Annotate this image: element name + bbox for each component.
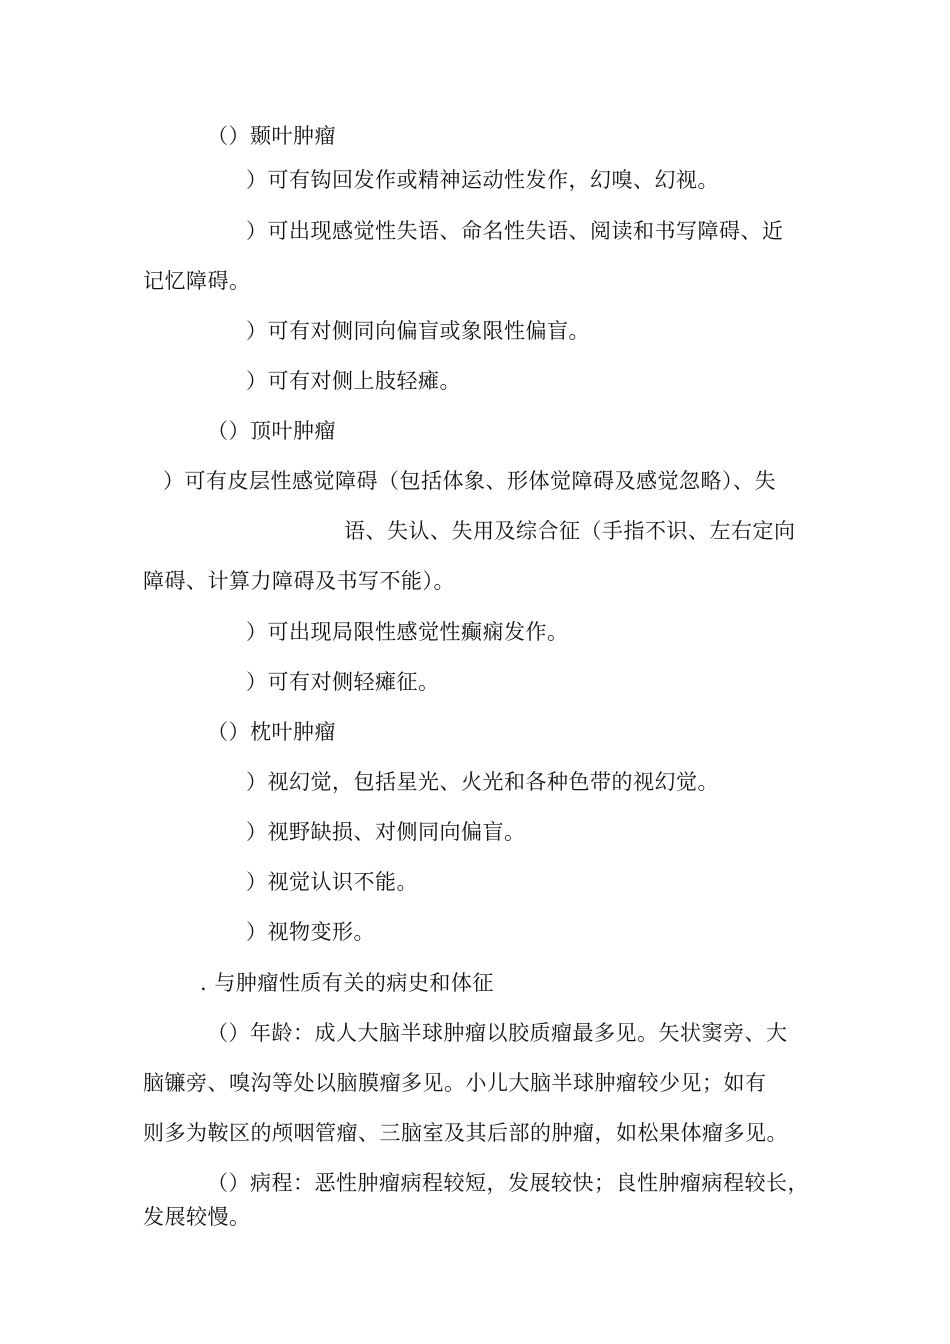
list-item-text: ）可出现感觉性失语、命名性失语、阅读和书写障碍、近: [246, 219, 784, 243]
list-item-text: ）可有对侧同向偏盲或象限性偏盲。: [246, 319, 590, 343]
list-item-text: ）可有皮层性感觉障碍（包括体象、形体觉障碍及感觉忽略）、失: [163, 469, 776, 493]
paragraph-first-line: （）年龄：成人大脑半球肿瘤以胶质瘤最多见。矢状窦旁、大: [207, 1021, 788, 1045]
paragraph-continuation: 记忆障碍。: [143, 269, 251, 293]
list-item-text: ）可出现局限性感觉性癫痫发作。: [246, 620, 569, 644]
list-item-text: ）视觉认识不能。: [246, 870, 418, 894]
list-item-text: ）可有钩回发作或精神运动性发作，幻嗅、幻视。: [246, 168, 719, 192]
section-heading: . 与肿瘤性质有关的病史和体征: [200, 971, 494, 995]
paragraph-continuation: 发展较慢。: [143, 1205, 251, 1229]
paragraph-continuation: 障碍、计算力障碍及书写不能）。: [143, 569, 455, 593]
heading-temporal-lobe-tumor: （）颞叶肿瘤: [207, 124, 336, 148]
paragraph-continuation: 则多为鞍区的颅咽管瘤、三脑室及其后部的肿瘤，如松果体瘤多见。: [143, 1121, 788, 1145]
heading-parietal-lobe-tumor: （）顶叶肿瘤: [207, 419, 336, 443]
list-item-text: ）视物变形。: [246, 920, 375, 944]
paragraph-continuation: 语、失认、失用及综合征（手指不识、左右定向: [344, 519, 796, 543]
list-item-text: ）可有对侧上肢轻瘫。: [246, 369, 461, 393]
paragraph-continuation: 脑镰旁、嗅沟等处以脑膜瘤多见。小儿大脑半球肿瘤较少见；如有: [143, 1071, 767, 1095]
heading-occipital-lobe-tumor: （）枕叶肿瘤: [207, 720, 336, 744]
list-item-text: ）视野缺损、对侧同向偏盲。: [246, 820, 526, 844]
list-item-text: ）可有对侧轻瘫征。: [246, 670, 440, 694]
paragraph-first-line: （）病程：恶性肿瘤病程较短，发展较快；良性肿瘤病程较长，: [207, 1171, 809, 1195]
list-item-text: ）视幻觉，包括星光、火光和各种色带的视幻觉。: [246, 770, 719, 794]
